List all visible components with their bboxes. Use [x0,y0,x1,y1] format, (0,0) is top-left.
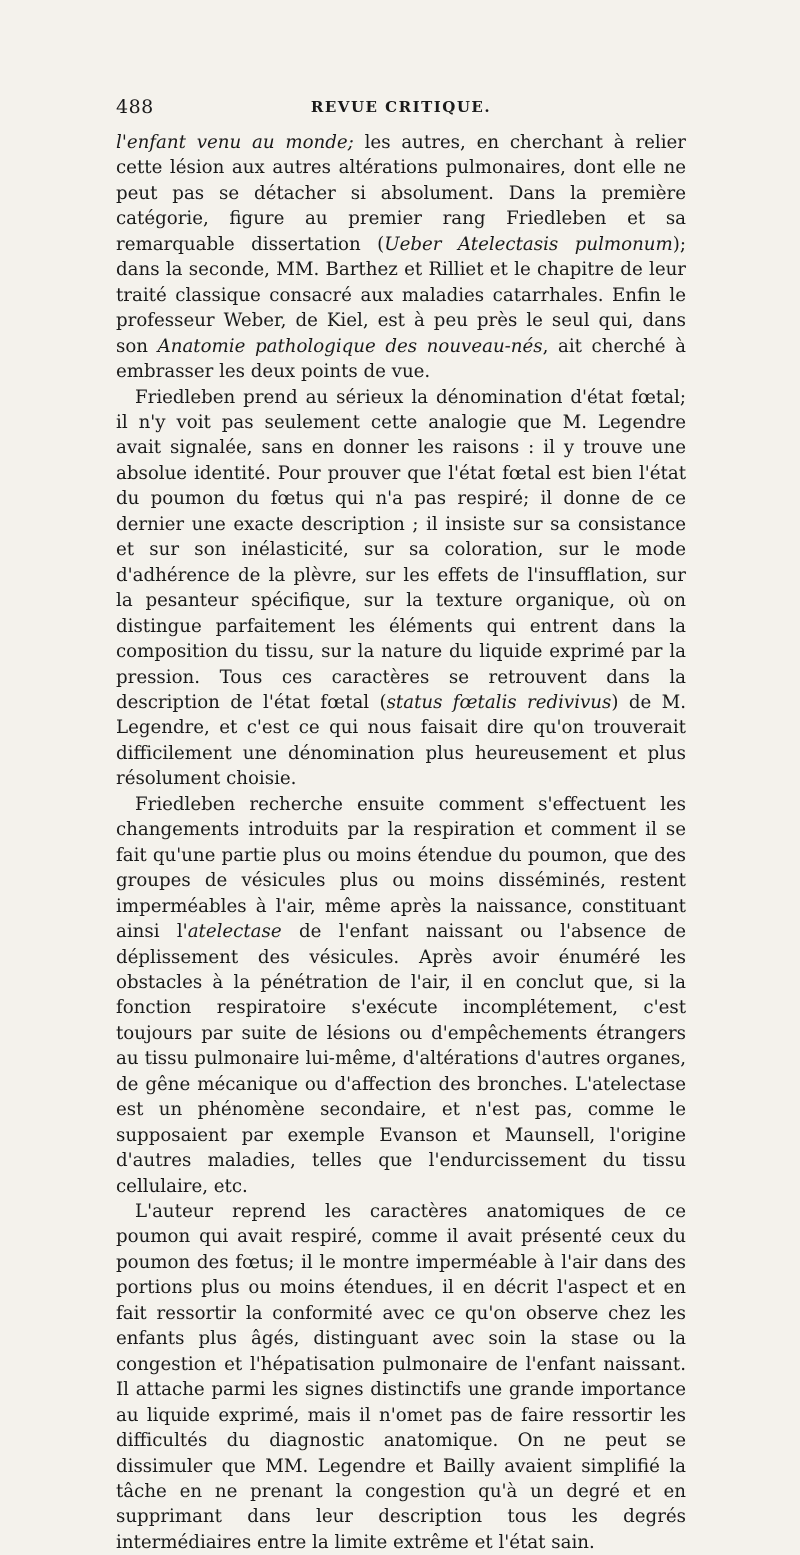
text-segment: Friedleben prend au sérieux la dénomination d'état fœtal; il n'y voit pas seulement cette analogie que M. Legendre avait signalée, sans en donner les raisons : il y trouve une absolue identité. Pour prouver que l'état fœtal est bien l'état du poumon du fœtus qui n'a pas respiré; il donne de ce dernier une exacte description ; il insiste sur sa consistance et sur son inélasticité, sur sa coloration, sur le mode d'adhérence de la plèvre, sur les effets de l'insufflation, sur la pesanteur spécifique, sur la texture organique, où on distingue parfaitement les éléments qui entrent dans la composition du tissu, sur la nature du liquide exprimé par la pression. Tous ces caractères se retrouvent dans la description de l'état fœtal ( [116,386,686,713]
running-title: REVUE CRITIQUE. [310,98,492,116]
text-segment: ) de M. Legendre, et c'est ce qui nous faisait dire qu'on trouverait difficilement une dénomination plus heureusement et plus résolument choisie. [116,691,687,790]
text-segment-italic: status fœtalis redivivus [386,691,612,713]
text-segment: L'auteur reprend les caractères anatomiques de ce poumon qui avait respiré, comme il avait présenté ceux du poumon des fœtus; il le montre imperméable à l'air dans des portions plus ou moins étendues, il en décrit l'aspect et en fait ressortir la conformité avec ce qu'on observe chez les enfants plus âgés, distinguant avec soin la stase ou la congestion et l'hépatisation pulmonaire de l'enfant naissant. Il attache parmi les signes distinctifs une grande importance au liquide exprimé, mais il n'omet pas de faire ressortir les difficultés du diagnostic anatomique. On ne peut se dissimuler que MM. Legendre et Bailly avaient simplifié la tâche en ne prenant la congestion qu'à un degré et en supprimant dans leur description tous les degrés intermédiaires entre la limite extrême et l'état sain. [116,1201,686,1553]
paragraph-2 [116,385,686,792]
text-segment: ); dans la seconde, MM. Barthez et Rilliet et le chapitre de leur traité classique consacré aux maladies catarrhales. Enfin le professeur Weber, de Kiel, est à peu près le seul qui, dans son [116,233,686,357]
page-number: 488 [116,96,154,118]
text-segment: , ait cherché à embrasser les deux points de vue. [116,335,686,383]
text-segment-italic: Anatomie pathologique des nouveau-nés [157,335,543,357]
article-body [116,130,686,1555]
text-segment-italic: l'enfant venu au monde; [116,132,354,153]
text-segment: Friedleben recherche ensuite comment s'effectuent les changements introduits par la respiration et comment il se fait qu'une partie plus ou moins étendue du poumon, que des groupes de vésicules plus ou moins disséminés, restent imperméables à l'air, même après la naissance, constituant ainsi l' [116,793,686,943]
text-segment-italic: Ueber Atelectasis pulmonum [384,233,673,255]
text-segment-italic: atelectase [187,921,282,943]
paragraph-3 [116,792,686,1199]
page-header [116,96,686,130]
text-segment: de l'enfant naissant ou l'absence de déplissement des vésicules. Après avoir énuméré les obstacles à la pénétration de l'air, il en conclut que, si la fonction respiratoire s'exécute incomplétement, c'est toujours par suite de lésions ou d'empêchements étrangers au tissu pulmonaire lui-même, d'altérations d'autres organes, de gêne mécanique ou d'affection des bronches. L'atelectase est un phénomène secondaire, et n'est pas, comme le supposaient par exemple Evanson et Maunsell, l'origine d'autres maladies, telles que l'endurcissement du tissu cellulaire, etc. [116,921,686,1197]
paragraph-4 [116,1199,686,1555]
paragraph-1 [116,130,686,385]
text-segment: les autres, en cherchant à relier cette lésion aux autres altérations pulmonaires, dont elle ne peut pas se détacher si absolument. Dans la première catégorie, figure au premier rang Friedleben et sa remarquable dissertation ( [116,132,687,255]
